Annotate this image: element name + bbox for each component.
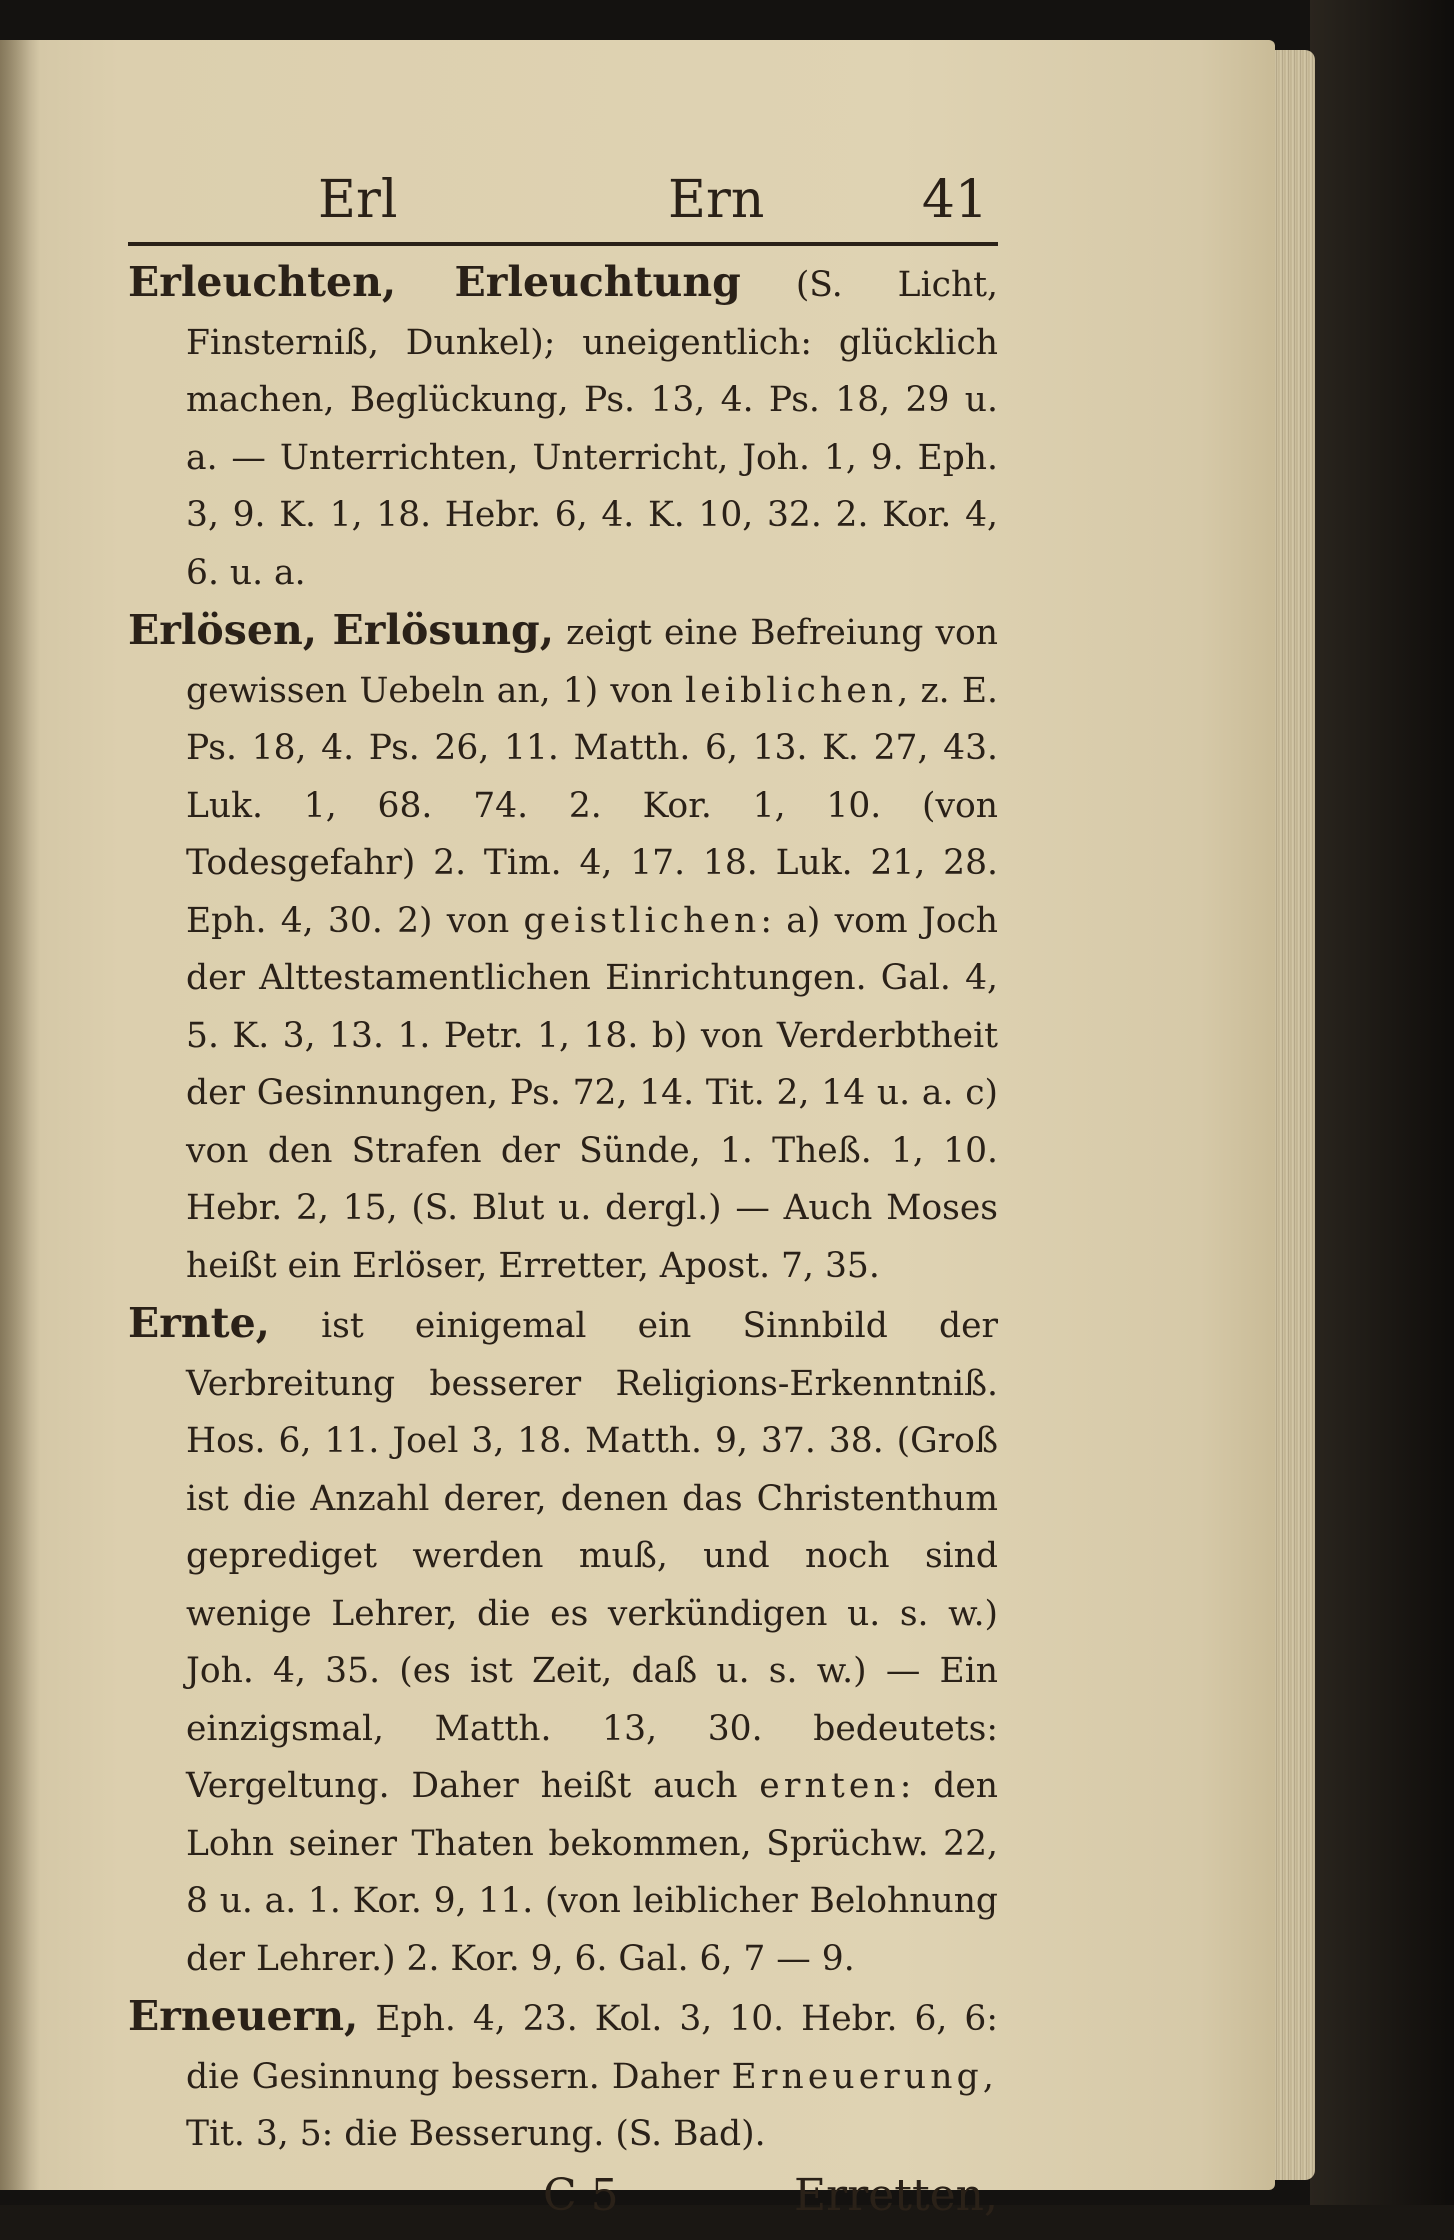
catchword: Erretten,	[794, 2169, 998, 2221]
dictionary-entry-erloesen	[128, 602, 998, 1295]
page-content	[128, 150, 998, 2240]
entry-lemma: Erlösen, Erlösung,	[128, 606, 554, 654]
dictionary-entry-ernte	[128, 1295, 998, 1988]
entry-lemma: Erleuchten, Erleuchtung	[128, 258, 741, 306]
entry-text: (S. Licht, Finsterniß, Dunkel); uneigentlich: glücklich machen, Beglückung, Ps. 13, 4. Ps. 18, 29 u. a. — Unterrichten, Unterricht, Joh. 1, 9. Eph. 3, 9. K. 1, 18. Hebr. 6, 4. K. 10, 32. 2. Kor. 4, 6. u. a.	[186, 265, 998, 593]
dictionary-entry-erneuern	[128, 1988, 998, 2164]
dictionary-entry-erleuchten	[128, 254, 998, 602]
running-header	[128, 150, 998, 230]
entry-lemma: Erneuern,	[128, 1992, 359, 2040]
entry-lemma: Ernte,	[128, 1299, 270, 1347]
book-edge-shadow	[1310, 0, 1454, 2205]
page-number: 41	[921, 170, 988, 230]
header-rule	[128, 242, 998, 246]
spine-shadow	[0, 40, 40, 2190]
entry-text: Eph. 4, 23. Kol. 3, 10. Hebr. 6, 6: die Gesinnung bessern. Daher	[186, 1999, 998, 2097]
header-last-word: Ern	[668, 170, 765, 230]
entry-emphasis: ernten	[759, 1766, 900, 1806]
entry-text: zeigt eine Befreiung von gewissen Uebeln an, 1) von	[186, 613, 998, 711]
header-first-word: Erl	[318, 170, 398, 230]
entry-emphasis: Erneuerung,	[731, 2056, 998, 2097]
entry-emphasis: geistlichen	[523, 900, 761, 941]
entry-text: : den Lohn seiner Thaten bekommen, Sprüchw. 22, 8 u. a. 1. Kor. 9, 11. (von leiblicher Belohnung der Lehrer.) 2. Kor. 9, 6. Gal. 6, 7 — 9.	[186, 1766, 998, 1979]
entry-text: , z. E. Ps. 18, 4. Ps. 26, 11. Matth. 6, 13. K. 27, 43. Luk. 1, 68. 74. 2. Kor. 1, 10. (von Todesgefahr) 2. Tim. 4, 17. 18. Luk. 21, 28. Eph. 4, 30. 2) von	[186, 670, 998, 941]
entry-emphasis: leiblichen	[685, 670, 898, 711]
entry-text: ist einigemal ein Sinnbild der Verbreitung besserer Religions-Erkenntniß. Hos. 6, 11. Joel 3, 18. Matth. 9, 37. 38. (Groß ist die Anzahl derer, denen das Christenthum geprediget werden muß, und noch sind wenige Lehrer, die es verkündigen u. s. w.) Joh. 4, 35. (es ist Zeit, daß u. s. w.) — Ein einzigsmal, Matth. 13, 30. bedeutets: Vergeltung. Daher heißt auch	[186, 1306, 998, 1806]
entry-text: Tit. 3, 5: die Besserung. (S. Bad).	[186, 2114, 766, 2154]
entry-text: : a) vom Joch der Alttestamentlichen Einrichtungen. Gal. 4, 5. K. 3, 13. 1. Petr. 1, 18. b) von Verderbtheit der Gesinnungen, Ps. 72, 14. Tit. 2, 14 u. a. c) von den Strafen der Sünde, 1. Theß. 1, 10. Hebr. 2, 15, (S. Blut u. dergl.) — Auch Moses heißt ein Erlöser, Erretter, Apost. 7, 35.	[186, 900, 999, 1286]
signature-mark: C 5	[543, 2169, 619, 2221]
